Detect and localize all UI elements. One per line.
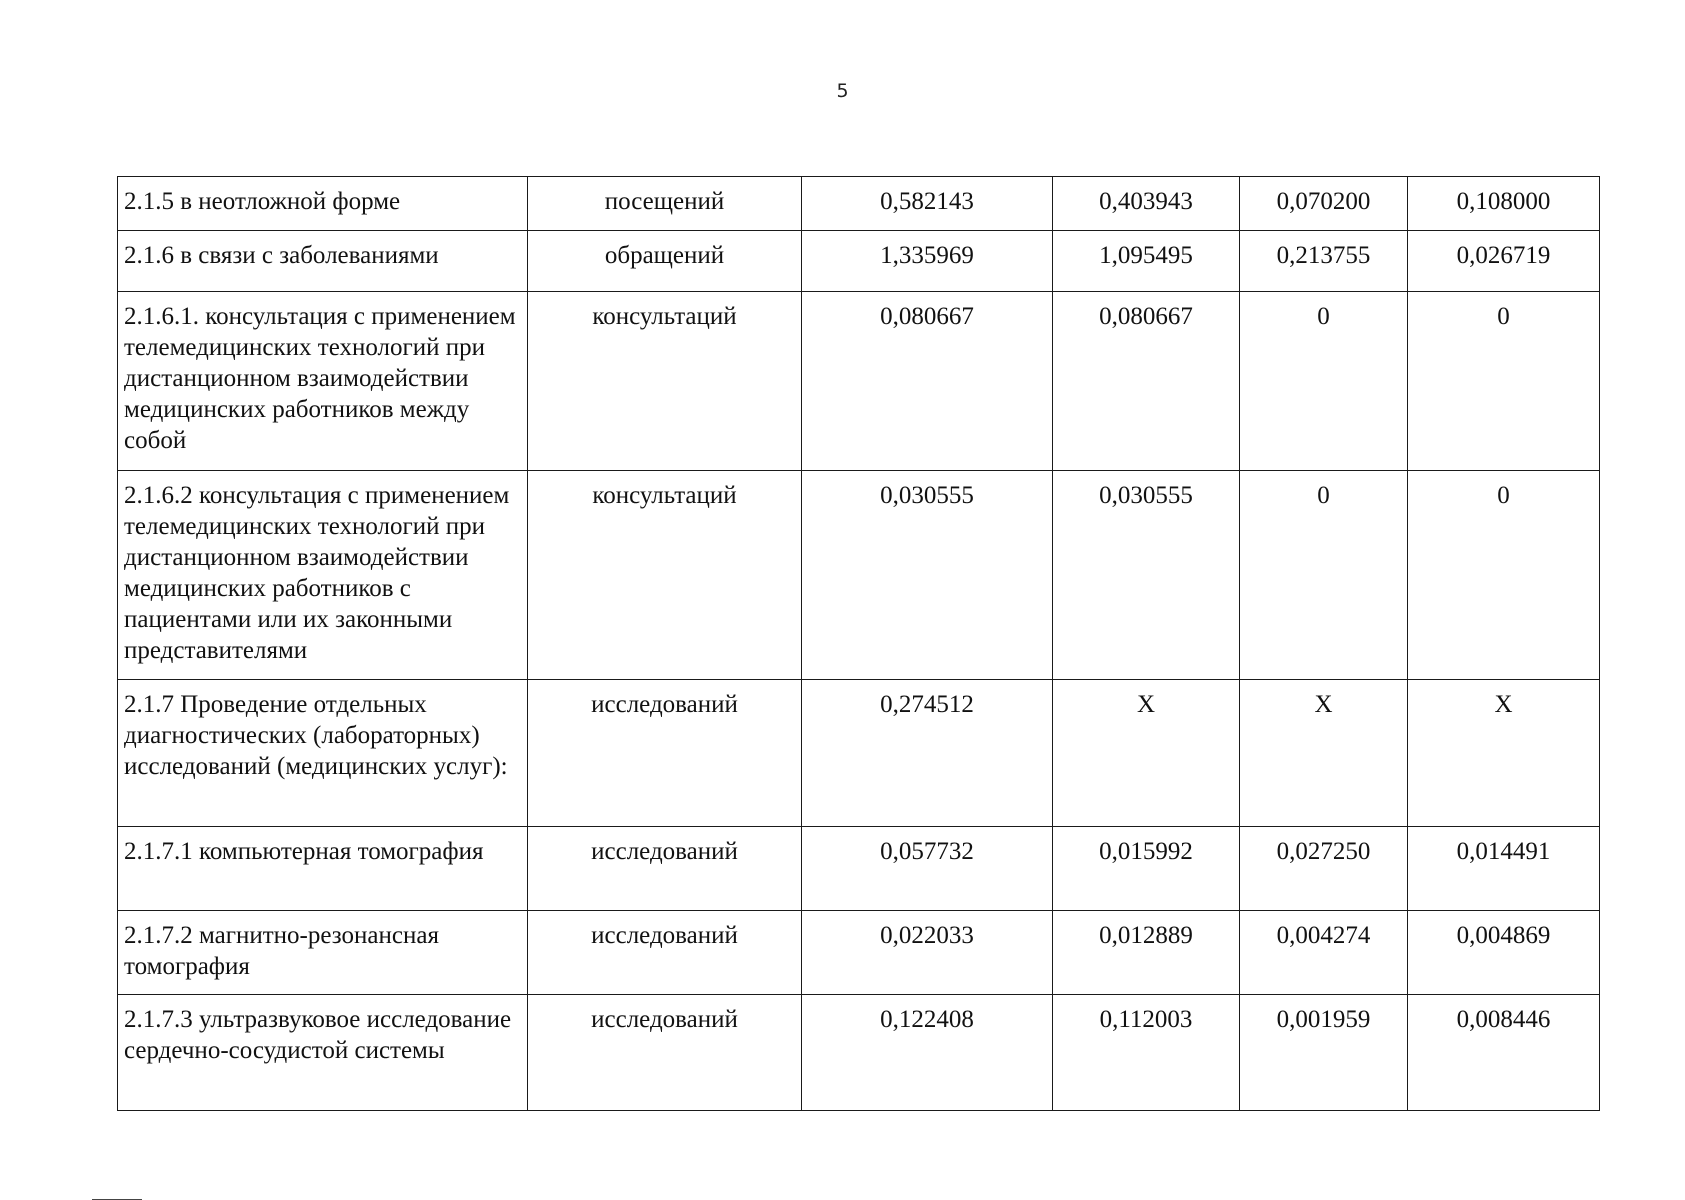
value-cell-2: X bbox=[1053, 680, 1240, 827]
value-cell-2: 0,112003 bbox=[1053, 995, 1240, 1111]
value-cell-1: 0,122408 bbox=[802, 995, 1053, 1111]
table-row bbox=[118, 177, 1600, 231]
value-cell-2: 0,015992 bbox=[1053, 827, 1240, 911]
row-unit-cell: исследований bbox=[528, 680, 802, 827]
value-cell-3: X bbox=[1240, 680, 1408, 827]
row-unit-cell: исследований bbox=[528, 827, 802, 911]
row-name-cell: 2.1.6.1. консультация с применением телемедицинских технологий при дистанционном взаимодействии медицинских работников между собой bbox=[118, 292, 528, 471]
page-number: 5 bbox=[836, 80, 849, 102]
value-cell-4: 0,004869 bbox=[1408, 911, 1600, 995]
value-cell-1: 1,335969 bbox=[802, 231, 1053, 292]
value-cell-3: 0,004274 bbox=[1240, 911, 1408, 995]
table-row bbox=[118, 231, 1600, 292]
row-name-cell: 2.1.7 Проведение отдельных диагностических (лабораторных) исследований (медицинских услуг): bbox=[118, 680, 528, 827]
row-name-cell: 2.1.6.2 консультация с применением телемедицинских технологий при дистанционном взаимодействии медицинских работников с пациентами или их законными представителями bbox=[118, 471, 528, 680]
table-row bbox=[118, 995, 1600, 1111]
value-cell-2: 0,403943 bbox=[1053, 177, 1240, 231]
value-cell-4: X bbox=[1408, 680, 1600, 827]
value-cell-1: 0,080667 bbox=[802, 292, 1053, 471]
value-cell-3: 0,001959 bbox=[1240, 995, 1408, 1111]
value-cell-3: 0,027250 bbox=[1240, 827, 1408, 911]
value-cell-1: 0,582143 bbox=[802, 177, 1053, 231]
value-cell-3: 0 bbox=[1240, 471, 1408, 680]
table-row bbox=[118, 827, 1600, 911]
value-cell-2: 0,012889 bbox=[1053, 911, 1240, 995]
value-cell-4: 0,008446 bbox=[1408, 995, 1600, 1111]
value-cell-4: 0,108000 bbox=[1408, 177, 1600, 231]
value-cell-4: 0,026719 bbox=[1408, 231, 1600, 292]
value-cell-2: 0,080667 bbox=[1053, 292, 1240, 471]
value-cell-3: 0 bbox=[1240, 292, 1408, 471]
value-cell-3: 0,070200 bbox=[1240, 177, 1408, 231]
value-cell-4: 0 bbox=[1408, 471, 1600, 680]
row-unit-cell: обращений bbox=[528, 231, 802, 292]
row-name-cell: 2.1.7.1 компьютерная томография bbox=[118, 827, 528, 911]
table-row bbox=[118, 911, 1600, 995]
row-name-cell: 2.1.7.3 ультразвуковое исследование сердечно-сосудистой системы bbox=[118, 995, 528, 1111]
row-name-cell: 2.1.5 в неотложной форме bbox=[118, 177, 528, 231]
row-name-cell: 2.1.7.2 магнитно-резонансная томография bbox=[118, 911, 528, 995]
table-row bbox=[118, 292, 1600, 471]
value-cell-3: 0,213755 bbox=[1240, 231, 1408, 292]
row-unit-cell: консультаций bbox=[528, 292, 802, 471]
value-cell-4: 0 bbox=[1408, 292, 1600, 471]
row-unit-cell: консультаций bbox=[528, 471, 802, 680]
value-cell-1: 0,022033 bbox=[802, 911, 1053, 995]
value-cell-1: 0,274512 bbox=[802, 680, 1053, 827]
row-name-cell: 2.1.6 в связи с заболеваниями bbox=[118, 231, 528, 292]
row-unit-cell: исследований bbox=[528, 995, 802, 1111]
value-cell-2: 0,030555 bbox=[1053, 471, 1240, 680]
table-row bbox=[118, 680, 1600, 827]
data-table bbox=[117, 176, 1600, 1111]
table-row bbox=[118, 471, 1600, 680]
row-unit-cell: посещений bbox=[528, 177, 802, 231]
value-cell-4: 0,014491 bbox=[1408, 827, 1600, 911]
value-cell-1: 0,030555 bbox=[802, 471, 1053, 680]
row-unit-cell: исследований bbox=[528, 911, 802, 995]
value-cell-1: 0,057732 bbox=[802, 827, 1053, 911]
value-cell-2: 1,095495 bbox=[1053, 231, 1240, 292]
